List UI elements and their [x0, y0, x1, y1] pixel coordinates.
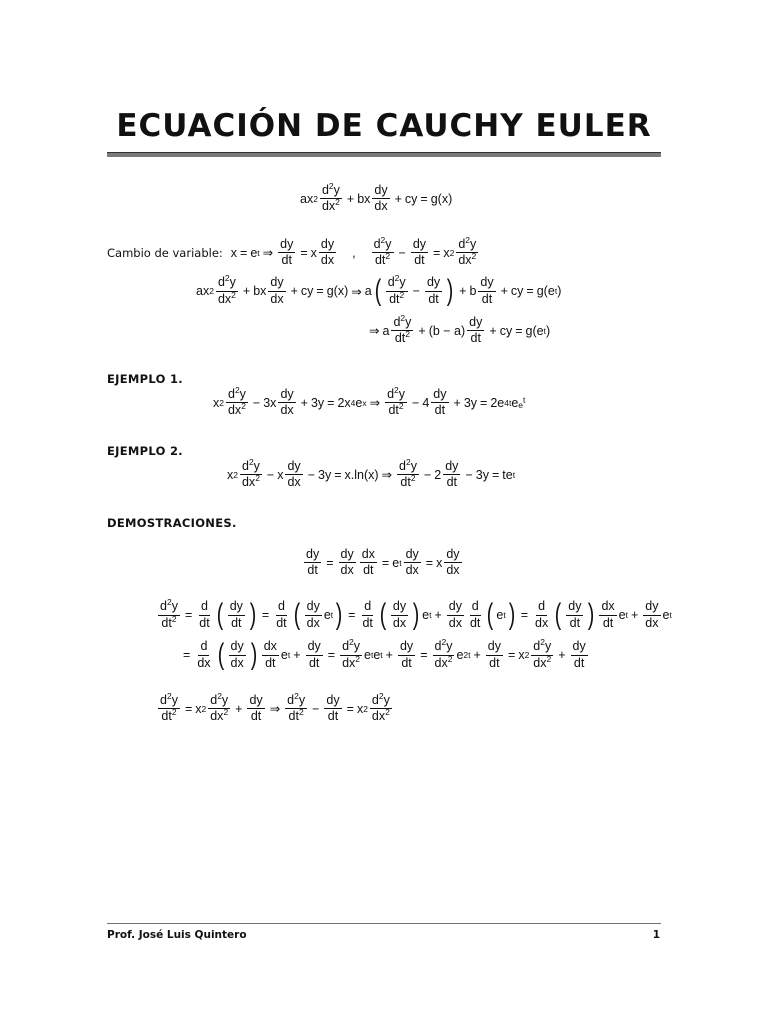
page-title: ECUACIÓN DE CAUCHY EULER — [116, 108, 652, 144]
demonstration-equation-3: $\frac{d^2y}{dt^2}$ = x 2 $\frac{d^2y}{dx^2}$ + $\frac{dy}{dt}$ ⇒ $\frac{d^2y}{dt^2}$ − $\frac{dy}{dt}$ = x 2 $\frac{d^2y}{dx^2}$ — [160, 691, 390, 724]
demonstration-equation-2b: = $\frac{d}{dx}$ ( $\frac{dy}{dx}$ ) $\frac{dx}{dt}$ e t + $\frac{dy}{dt}$ = $\frac{d^2y}{dx^2}$ e t e t + $\frac{dy}{dt}$ = $\frac{d^2y}{dx^2}$ e 2t + $\frac{dy}{dt}$ = x 2 $\frac{d^2y}{dx^2}$ + $\frac{dy}{dt}$ — [183, 637, 586, 671]
transformed-equation-1: ax 2 $\frac{d^2y}{dx^2}$ + bx $\frac{dy}{dx}$ + cy = g(x) ⇒ a ( $\frac{d^2y}{dt^2}$ − $\frac{dy}{dt}$ ) + b $\frac{dy}{dt}$ + cy = g(e t ) — [196, 273, 562, 307]
footer-author: Prof. José Luis Quintero — [107, 929, 247, 941]
title-underline — [107, 152, 661, 157]
example-2-heading: EJEMPLO 2. — [107, 444, 183, 458]
example-1-heading: EJEMPLO 1. — [107, 372, 183, 386]
transformed-equation-2: ⇒ a $\frac{d^2y}{dt^2}$ + (b − a) $\frac{dy}{dt}$ + cy = g(e t ) — [369, 313, 551, 346]
footer-divider — [107, 923, 661, 924]
page-number: 1 — [652, 929, 660, 941]
example-2-equation: x 2 $\frac{d^2y}{dx^2}$ − x $\frac{dy}{dx}$ − 3y = x.ln(x) ⇒ $\frac{d^2y}{dt^2}$ − 2 $\frac{dy}{dt}$ − 3y = te t — [227, 457, 516, 490]
demonstrations-heading: DEMOSTRACIONES. — [107, 516, 237, 530]
demonstration-equation-2a: $\frac{d^2y}{dt^2}$ = $\frac{d}{dt}$ ( $\frac{dy}{dt}$ ) = $\frac{d}{dt}$ ( $\frac{dy}{dx}$ e t ) = $\frac{d}{dt}$ ( $\frac{dy}{dx}$ ) e t + $\frac{dy}{dx}$ $\frac{d}{dt}$ ( e t ) = $\frac{d}{dx}$ ( $\frac{dy}{dt}$ ) $\frac{dx}{dt}$ e t + $\frac{dy}{dx}$ e t — [160, 597, 672, 631]
change-of-variable-equation: Cambio de variable: x = e t ⇒ $\frac{dy}{dt}$ = x $\frac{dy}{dx}$ , $\frac{d^2y}{dt^2}$ − $\frac{dy}{dt}$ = x 2 $\frac{d^2y}{dx^2}$ — [107, 235, 477, 268]
demonstration-equation-1: $\frac{dy}{dt}$ = $\frac{dy}{dx}$ $\frac{dx}{dt}$ = e t $\frac{dy}{dx}$ = x $\frac{dy}{dx}$ — [306, 547, 460, 578]
main-equation: ax 2 $\frac{d^2y}{dx^2}$ + bx $\frac{dy}{dx}$ + cy = g(x) — [300, 181, 453, 214]
example-1-equation: x 2 $\frac{d^2y}{dx^2}$ − 3x $\frac{dy}{dx}$ + 3y = 2x 4 e x ⇒ $\frac{d^2y}{dt^2}$ − 4 $\frac{dy}{dt}$ + 3y = 2e 4t e $e^t$ — [213, 385, 526, 418]
change-of-variable-label: Cambio de variable: — [107, 245, 223, 260]
